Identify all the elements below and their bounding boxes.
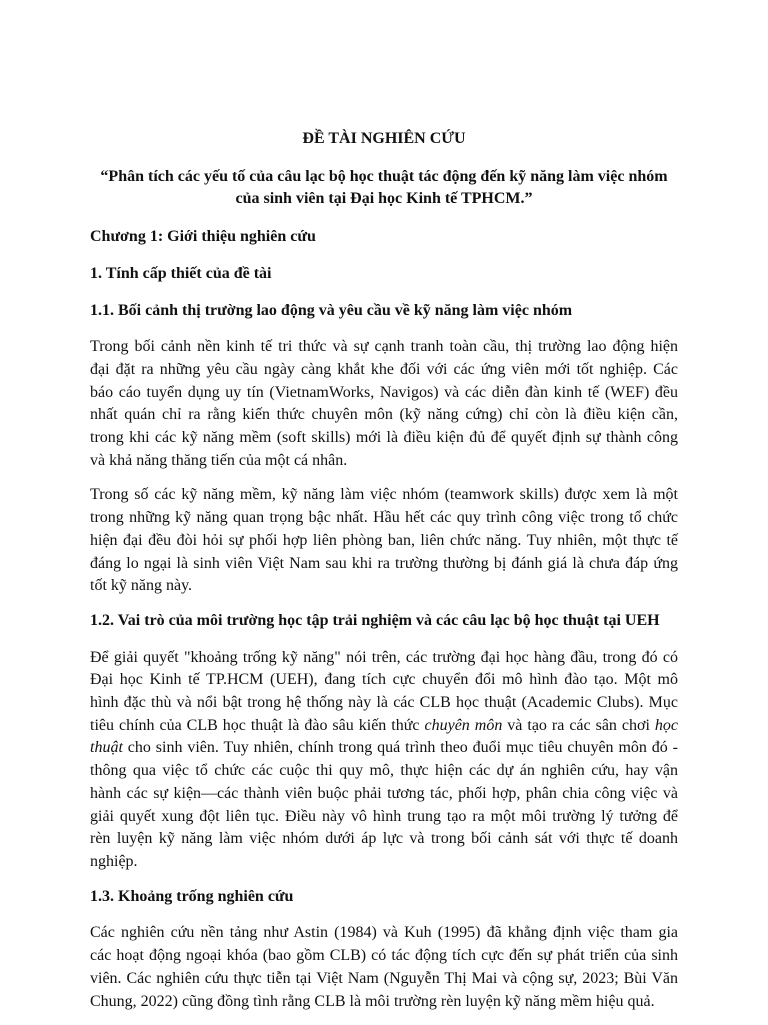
paragraph-line: Trong số các kỹ năng mềm, kỹ năng làm việc nhóm (teamwork skills) được xem là một: [90, 486, 678, 504]
paragraph-line: Để giải quyết "khoảng trống kỹ năng" nói trên, các trường đại học hàng đầu, trong đó có: [90, 648, 678, 666]
section-heading-1: 1. Tính cấp thiết của đề tài: [90, 264, 272, 282]
section-heading-1-1: 1.1. Bối cảnh thị trường lao động và yêu cầu về kỹ năng làm việc nhóm: [90, 301, 573, 319]
paragraph-line-mixed: [90, 715, 678, 738]
paragraph-4: [90, 922, 678, 1013]
paragraph-line: nghiệp.: [90, 852, 138, 870]
paragraph-line: giải quyết xung đột liên tục. Điều này vô hình trung tạo ra một môi trường lý tưởng để: [90, 807, 678, 825]
paragraph-line: Trong bối cảnh nền kinh tế tri thức và sự cạnh tranh toàn cầu, thị trường lao động hiện: [90, 338, 678, 356]
document-body: [90, 128, 678, 1025]
section-heading-1-2: 1.2. Vai trò của môi trường học tập trải nghiệm và các câu lạc bộ học thuật tại UEH: [90, 611, 660, 629]
text-run: cho sinh viên. Tuy nhiên, chính trong quá trình theo đuổi mục tiêu chuyên môn đó -: [122, 739, 678, 757]
paragraph-line: trong những kỹ năng quan trọng bậc nhất. Hầu hết các quy trình công việc trong tổ chức: [90, 509, 678, 527]
text-run: và tạo ra các sân chơi: [502, 716, 655, 734]
paragraph-line: và khả năng thăng tiến của một cá nhân.: [90, 451, 348, 469]
research-topic-line: của sinh viên tại Đại học Kinh tế TPHCM.”: [235, 190, 533, 208]
paragraph-line: tốt kỹ năng này.: [90, 577, 193, 595]
italic-run: học: [654, 716, 679, 734]
paragraph-line: rèn luyện kỹ năng làm việc nhóm dưới áp lực và trong bối cảnh sát với thực tế doanh: [90, 830, 678, 848]
paragraph-line: hình đặc thù và nổi bật trong hệ thống này là các CLB học thuật (Academic Clubs). Mục: [90, 694, 678, 712]
paragraph-line: trong khi các kỹ năng mềm (soft skills) mới là điều kiện đủ để quyết định sự thành công: [90, 429, 678, 447]
paragraph-line: viên. Các nghiên cứu thực tiễn tại Việt Nam (Nguyễn Thị Mai và cộng sự, 2023; Bùi Văn: [90, 969, 678, 987]
italic-run: thuật: [90, 739, 123, 757]
paragraph-1: [90, 336, 678, 472]
text-run: tiêu chính của CLB học thuật là đào sâu kiến thức: [90, 716, 425, 734]
paragraph-line: đại đặt ra những yêu cầu ngày càng khắt khe đối với các ứng viên mới tốt nghiệp. Các: [90, 360, 678, 378]
research-topic: [90, 166, 678, 211]
section-heading-1-3: 1.3. Khoảng trống nghiên cứu: [90, 887, 294, 905]
paragraph-line-mixed: [90, 737, 678, 760]
paragraph-3: [90, 647, 678, 874]
paragraph-line: đáng lo ngại là sinh viên Việt Nam sau khi ra trường thường bị đánh giá là chưa đáp ứng: [90, 554, 678, 572]
italic-run: chuyên môn: [424, 716, 503, 734]
paragraph-line: nhất quán chỉ ra rằng kiến thức chuyên môn (kỹ năng cứng) chỉ còn là điều kiện cần,: [90, 406, 678, 424]
paragraph-line: hiện đại đều đòi hỏi sự phối hợp liên phòng ban, liên chức năng. Tuy nhiên, một thực tế: [90, 531, 678, 549]
research-topic-line: “Phân tích các yếu tố của câu lạc bộ học thuật tác động đến kỹ năng làm việc nhóm: [100, 167, 668, 185]
paragraph-line: hành các sự kiện—các thành viên buộc phải tương tác, phối hợp, phân chia công việc và: [90, 784, 678, 802]
paragraph-line: Các nghiên cứu nền tảng như Astin (1984) và Kuh (1995) đã khẳng định việc tham gia: [90, 924, 678, 942]
paragraph-line: Chung, 2022) cũng đồng tình rằng CLB là môi trường rèn luyện kỹ năng mềm hiệu quả.: [90, 992, 655, 1010]
paragraph-2: [90, 484, 678, 598]
document-title: ĐỀ TÀI NGHIÊN CỨU: [302, 130, 466, 147]
paragraph-line: thông qua việc tổ chức các cuộc thi quy mô, thực hiện các dự án nghiên cứu, hay vận: [90, 762, 678, 780]
paragraph-line: các hoạt động ngoại khóa (bao gồm CLB) có tác động tích cực đến sự phát triển của sinh: [90, 947, 678, 965]
paragraph-line: báo cáo tuyển dụng uy tín (VietnamWorks, Navigos) và các diễn đàn kinh tế (WEF) đều: [90, 383, 678, 401]
chapter-heading: Chương 1: Giới thiệu nghiên cứu: [90, 228, 316, 246]
paragraph-line: Đại học Kinh tế TP.HCM (UEH), đang tích cực chuyển đổi mô hình đào tạo. Một mô: [90, 671, 678, 689]
